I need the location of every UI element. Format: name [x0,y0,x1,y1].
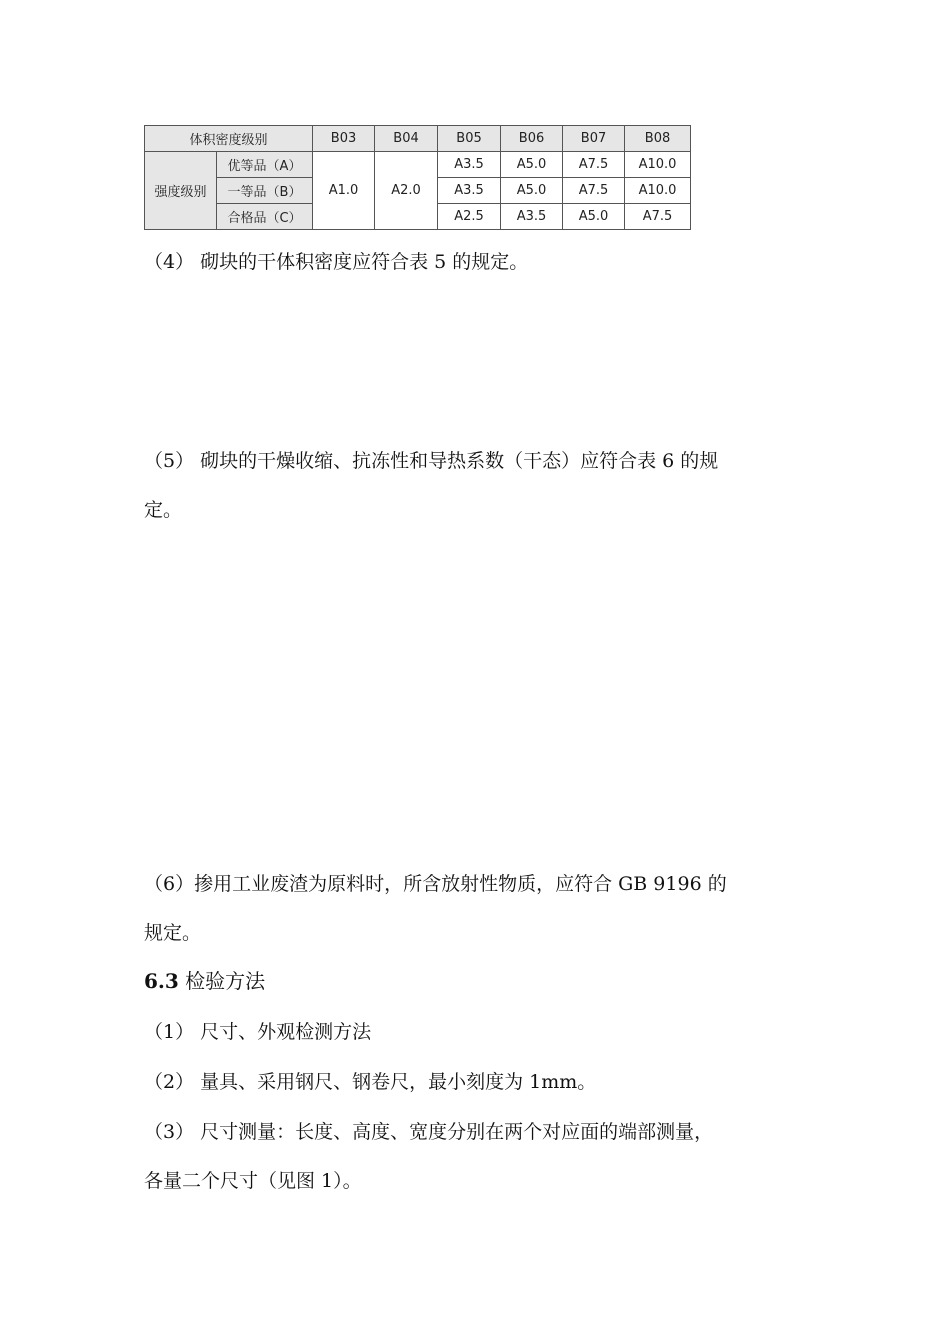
strength-grade-table [144,125,691,230]
paragraph-6-line-1: （6）掺用工业废渣为原料时，所含放射性物质，应符合 GB 9196 的 [144,873,727,895]
grade-header: B07 [563,126,625,152]
grade-header: B04 [375,126,438,152]
row-label: 一等品（B） [217,178,313,204]
grade-header: B05 [438,126,501,152]
item-3-line-2: 各量二个尺寸（见图 1）。 [144,1170,362,1192]
table-cell: A5.0 [501,152,563,178]
table-cell: A3.5 [438,152,501,178]
grade-header: B08 [625,126,691,152]
item-1: （1） 尺寸、外观检测方法 [144,1021,372,1043]
table-cell: A7.5 [563,152,625,178]
table-cell: A3.5 [501,204,563,230]
table-cell: A3.5 [438,178,501,204]
paragraph-5-line-2: 定。 [144,499,183,521]
section-title: 检验方法 [185,969,266,993]
table-header-row [145,126,691,152]
item-2: （2） 量具、采用钢尺、钢卷尺，最小刻度为 1mm。 [144,1071,597,1093]
table-cell: A2.0 [375,152,438,230]
row-label: 合格品（C） [217,204,313,230]
table-cell: A5.0 [501,178,563,204]
density-grade-header: 体积密度级别 [145,126,313,152]
paragraph-5-line-1: （5） 砌块的干燥收缩、抗冻性和导热系数（干态）应符合表 6 的规 [144,450,719,472]
table-cell: A5.0 [563,204,625,230]
grade-header: B03 [313,126,375,152]
paragraph-6-line-2: 规定。 [144,922,202,944]
grade-header: B06 [501,126,563,152]
table-cell: A7.5 [625,204,691,230]
row-label: 优等品（A） [217,152,313,178]
item-3-line-1: （3） 尺寸测量：长度、高度、宽度分别在两个对应面的端部测量， [144,1121,714,1143]
strength-grade-label: 强度级别 [145,152,217,230]
section-number: 6.3 [144,969,179,993]
paragraph-4: （4） 砌块的干体积密度应符合表 5 的规定。 [144,251,529,273]
table-cell: A2.5 [438,204,501,230]
table-cell: A1.0 [313,152,375,230]
table-cell: A10.0 [625,178,691,204]
section-heading [144,969,265,993]
table-row [145,152,691,178]
table-cell: A7.5 [563,178,625,204]
table-cell: A10.0 [625,152,691,178]
